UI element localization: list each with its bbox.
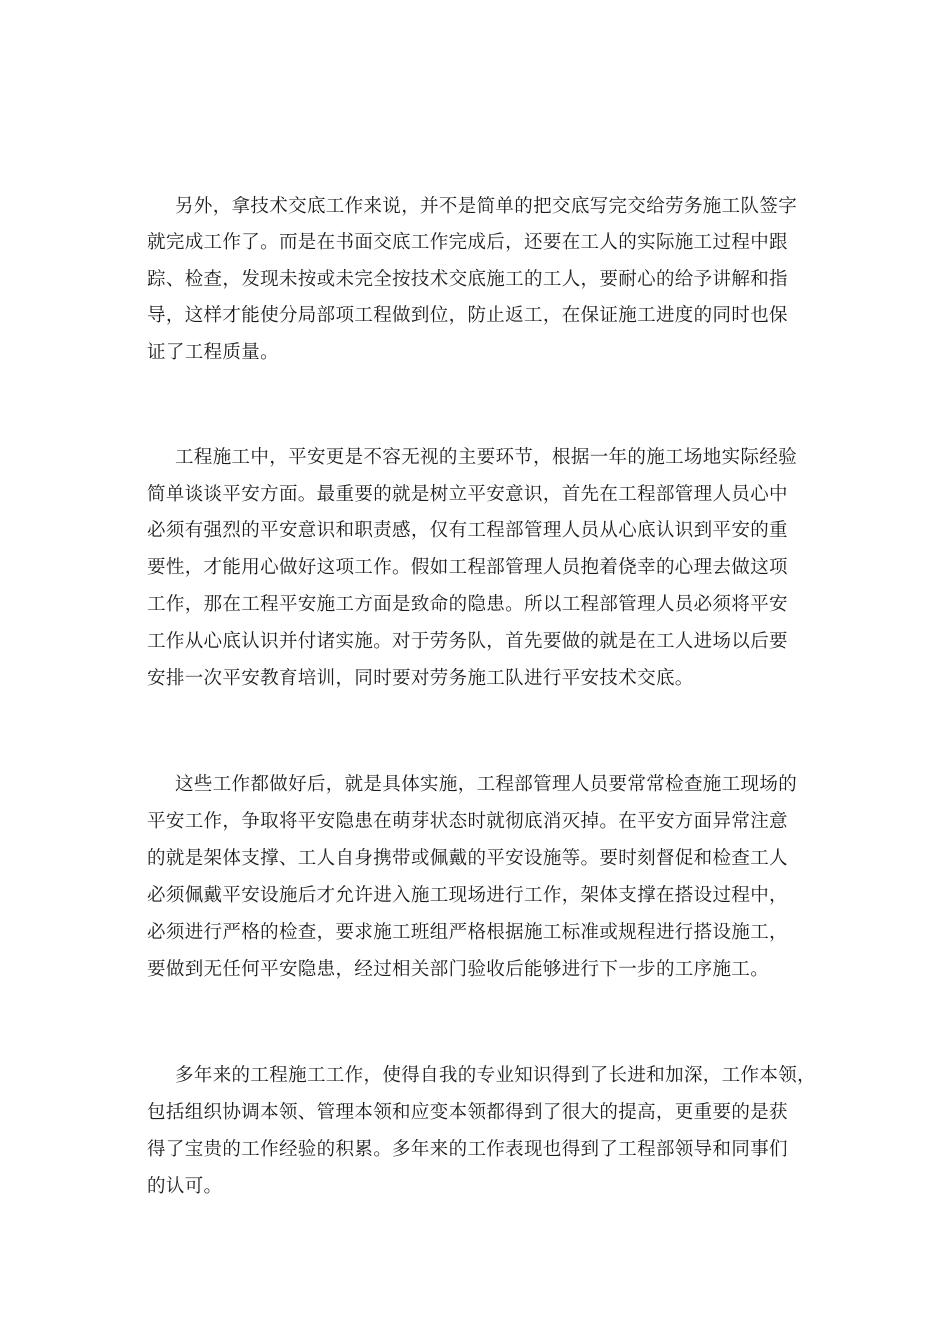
paragraph-line: 平安工作，争取将平安隐患在萌芽状态时就彻底消灭掉。在平安方面异常注意 [147, 811, 788, 832]
paragraph-line: 包括组织协调本领、管理本领和应变本领都得到了很大的提高，更重要的是获 [147, 1102, 788, 1123]
paragraph-line: 要性，才能用心做好这项工作。假如工程部管理人员抱着侥幸的心理去做这项 [147, 557, 788, 578]
paragraph-line: 的就是架体支撑、工人自身携带或佩戴的平安设施等。要时刻督促和检查工人 [147, 848, 788, 869]
paragraph-line: 必须有强烈的平安意识和职责感，仅有工程部管理人员从心底认识到平安的重 [147, 520, 788, 541]
paragraph-line: 工程施工中，平安更是不容无视的主要环节，根据一年的施工场地实际经验 [175, 447, 798, 468]
paragraph-line: 简单谈谈平安方面。最重要的就是树立平安意识，首先在工程部管理人员心中 [147, 484, 788, 505]
paragraph-line: 的认可。 [147, 1176, 223, 1197]
paragraph-line: 导，这样才能使分局部项工程做到位，防止返工，在保证施工进度的同时也保 [147, 305, 788, 326]
paragraph-line: 必须佩戴平安设施后才允许进入施工现场进行工作，架体支撑在搭设过程中， [147, 885, 788, 906]
paragraph-line: 就完成工作了。而是在书面交底工作完成后，还要在工人的实际施工过程中跟 [147, 232, 788, 253]
paragraph-line: 得了宝贵的工作经验的积累。多年来的工作表现也得到了工程部领导和同事们 [147, 1139, 788, 1160]
paragraph-line: 工作从心底认识并付诸实施。对于劳务队，首先要做的就是在工人进场以后要 [147, 631, 788, 652]
paragraph-line: 踪、检查，发现未按或未完全按技术交底施工的工人，要耐心的给予讲解和指 [147, 269, 788, 290]
paragraph-line: 另外，拿技术交底工作来说，并不是简单的把交底写完交给劳务施工队签字 [175, 196, 798, 217]
paragraph-line: 证了工程质量。 [147, 342, 279, 363]
paragraph-line: 这些工作都做好后，就是具体实施，工程部管理人员要常常检查施工现场的 [175, 774, 798, 795]
paragraph-line: 安排一次平安教育培训，同时要对劳务施工队进行平安技术交底。 [147, 668, 694, 689]
paragraph-line: 工作，那在工程平安施工方面是致命的隐患。所以工程部管理人员必须将平安 [147, 594, 788, 615]
paragraph-line: 多年来的工程施工工作，使得自我的专业知识得到了长进和加深，工作本领， [175, 1065, 816, 1086]
paragraph-line: 要做到无任何平安隐患，经过相关部门验收后能够进行下一步的工序施工。 [147, 959, 770, 980]
paragraph-line: 必须进行严格的检查，要求施工班组严格根据施工标准或规程进行搭设施工， [147, 922, 788, 943]
